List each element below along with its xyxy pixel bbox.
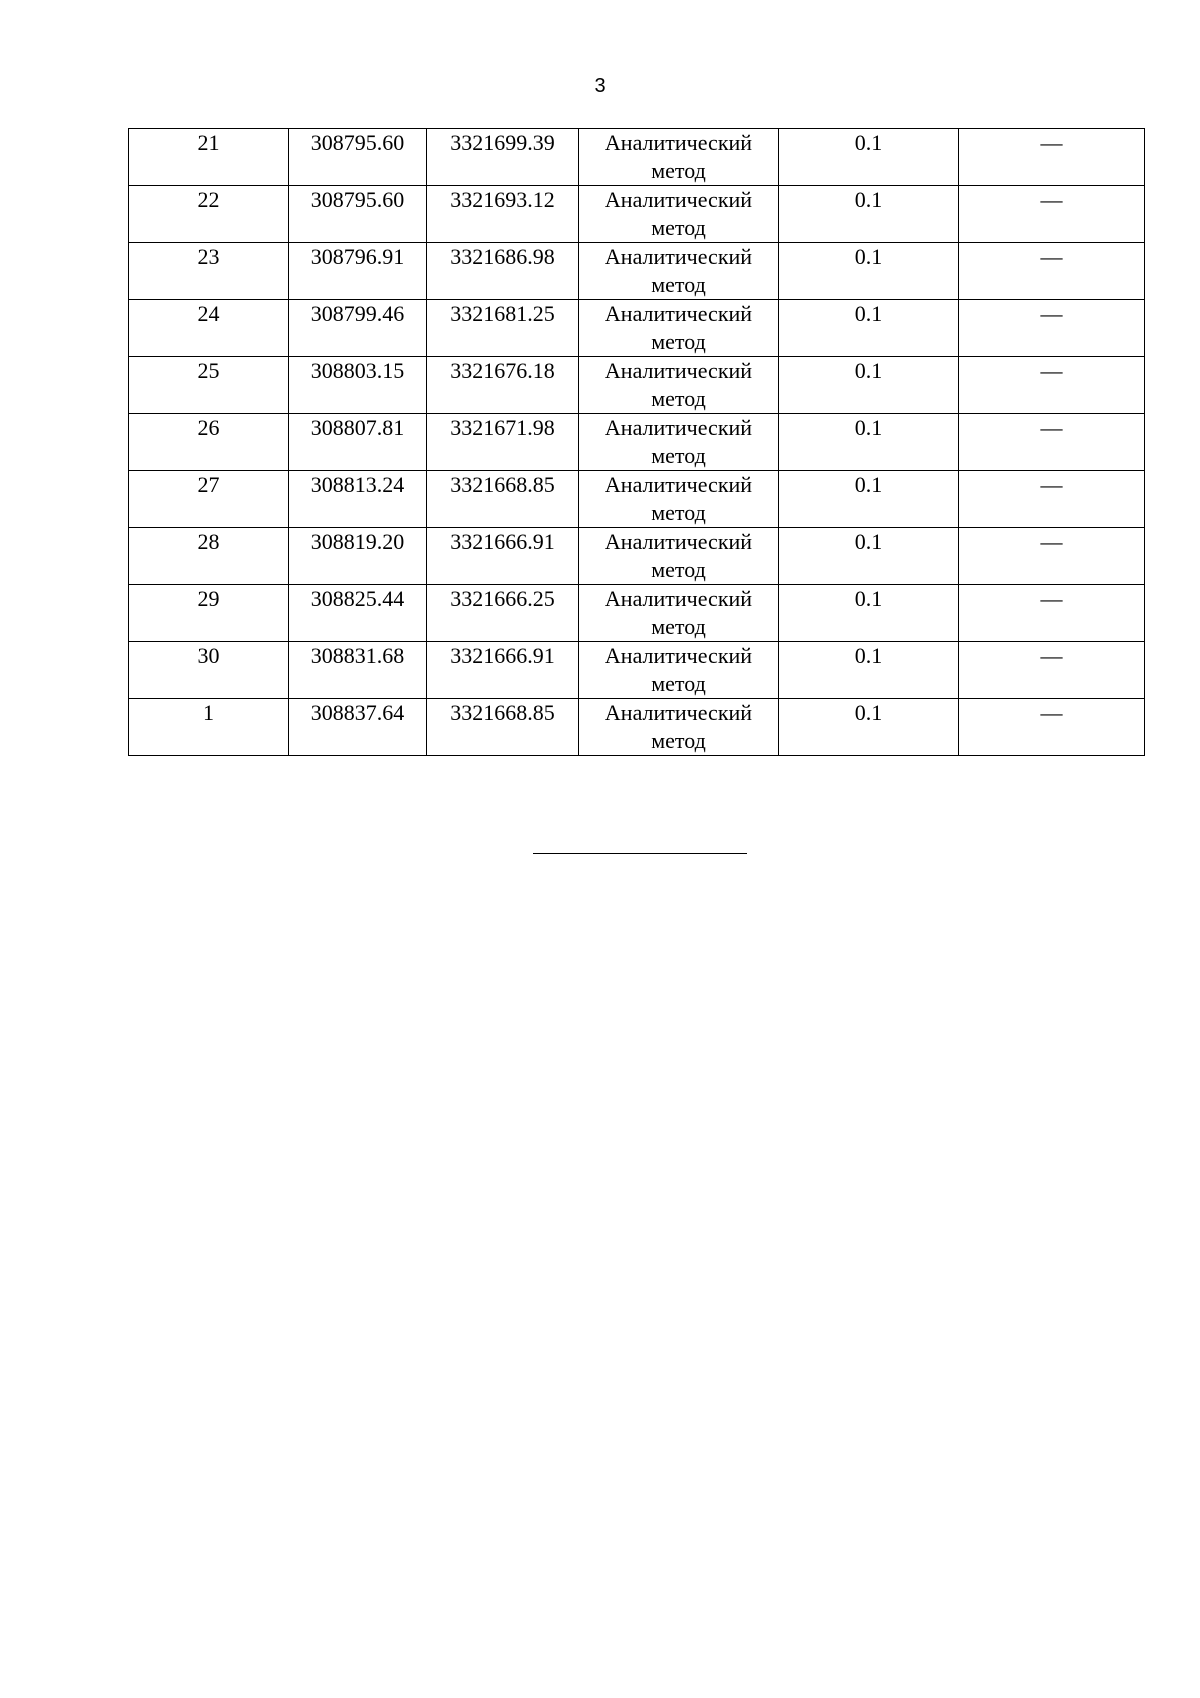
table-row [129,414,1145,471]
method-text: метод [651,386,706,411]
accuracy-cell: 0.1 [779,357,959,414]
x-coordinate-cell: 308803.15 [289,357,427,414]
method-cell [579,528,779,585]
point-number-cell: 1 [129,699,289,756]
method-cell [579,186,779,243]
table-row [129,129,1145,186]
method-cell [579,414,779,471]
x-coordinate-cell: 308813.24 [289,471,427,528]
x-coordinate-cell: 308799.46 [289,300,427,357]
accuracy-cell: 0.1 [779,186,959,243]
point-number-cell: 23 [129,243,289,300]
method-text: Аналитический [604,472,753,497]
method-text: Аналитический [604,529,753,554]
note-cell: — [959,585,1145,642]
method-text: метод [651,557,706,582]
end-separator-line [533,853,747,854]
method-text: метод [651,728,706,753]
x-coordinate-cell: 308796.91 [289,243,427,300]
note-cell: — [959,243,1145,300]
y-coordinate-cell: 3321681.25 [427,300,579,357]
point-number-cell: 25 [129,357,289,414]
x-coordinate-cell: 308825.44 [289,585,427,642]
method-text: метод [651,500,706,525]
method-text: Аналитический [604,187,753,212]
y-coordinate-cell: 3321671.98 [427,414,579,471]
method-cell [579,243,779,300]
point-number-cell: 29 [129,585,289,642]
y-coordinate-cell: 3321668.85 [427,471,579,528]
y-coordinate-cell: 3321686.98 [427,243,579,300]
y-coordinate-cell: 3321699.39 [427,129,579,186]
method-text: метод [651,671,706,696]
table-row [129,699,1145,756]
method-text: метод [651,614,706,639]
note-cell: — [959,642,1145,699]
y-coordinate-cell: 3321676.18 [427,357,579,414]
table-row [129,585,1145,642]
method-text: метод [651,443,706,468]
method-text: Аналитический [604,586,753,611]
accuracy-cell: 0.1 [779,243,959,300]
method-cell [579,471,779,528]
table-row [129,186,1145,243]
method-cell [579,699,779,756]
method-text: Аналитический [604,643,753,668]
note-cell: — [959,300,1145,357]
note-cell: — [959,186,1145,243]
accuracy-cell: 0.1 [779,585,959,642]
y-coordinate-cell: 3321666.91 [427,642,579,699]
x-coordinate-cell: 308837.64 [289,699,427,756]
note-cell: — [959,471,1145,528]
point-number-cell: 22 [129,186,289,243]
point-number-cell: 30 [129,642,289,699]
x-coordinate-cell: 308795.60 [289,129,427,186]
table-row [129,300,1145,357]
accuracy-cell: 0.1 [779,642,959,699]
method-cell [579,585,779,642]
point-number-cell: 28 [129,528,289,585]
method-text: Аналитический [604,700,753,725]
coordinates-table-body [129,129,1145,756]
method-text: метод [651,158,706,183]
method-cell [579,300,779,357]
y-coordinate-cell: 3321666.25 [427,585,579,642]
method-cell [579,129,779,186]
note-cell: — [959,129,1145,186]
method-text: метод [651,215,706,240]
method-text: Аналитический [604,244,753,269]
method-text: Аналитический [604,301,753,326]
table-row [129,642,1145,699]
accuracy-cell: 0.1 [779,471,959,528]
method-cell [579,357,779,414]
table-row [129,243,1145,300]
accuracy-cell: 0.1 [779,300,959,357]
method-text: метод [651,329,706,354]
y-coordinate-cell: 3321668.85 [427,699,579,756]
coordinates-table [128,128,1145,756]
note-cell: — [959,357,1145,414]
method-text: Аналитический [604,415,753,440]
table-row [129,357,1145,414]
x-coordinate-cell: 308807.81 [289,414,427,471]
accuracy-cell: 0.1 [779,129,959,186]
page-number: 3 [594,75,606,97]
y-coordinate-cell: 3321666.91 [427,528,579,585]
method-text: Аналитический [604,130,753,155]
note-cell: — [959,528,1145,585]
point-number-cell: 26 [129,414,289,471]
point-number-cell: 24 [129,300,289,357]
method-text: метод [651,272,706,297]
y-coordinate-cell: 3321693.12 [427,186,579,243]
method-cell [579,642,779,699]
accuracy-cell: 0.1 [779,699,959,756]
note-cell: — [959,699,1145,756]
table-row [129,528,1145,585]
x-coordinate-cell: 308819.20 [289,528,427,585]
x-coordinate-cell: 308831.68 [289,642,427,699]
point-number-cell: 21 [129,129,289,186]
x-coordinate-cell: 308795.60 [289,186,427,243]
accuracy-cell: 0.1 [779,528,959,585]
accuracy-cell: 0.1 [779,414,959,471]
note-cell: — [959,414,1145,471]
method-text: Аналитический [604,358,753,383]
table-row [129,471,1145,528]
point-number-cell: 27 [129,471,289,528]
